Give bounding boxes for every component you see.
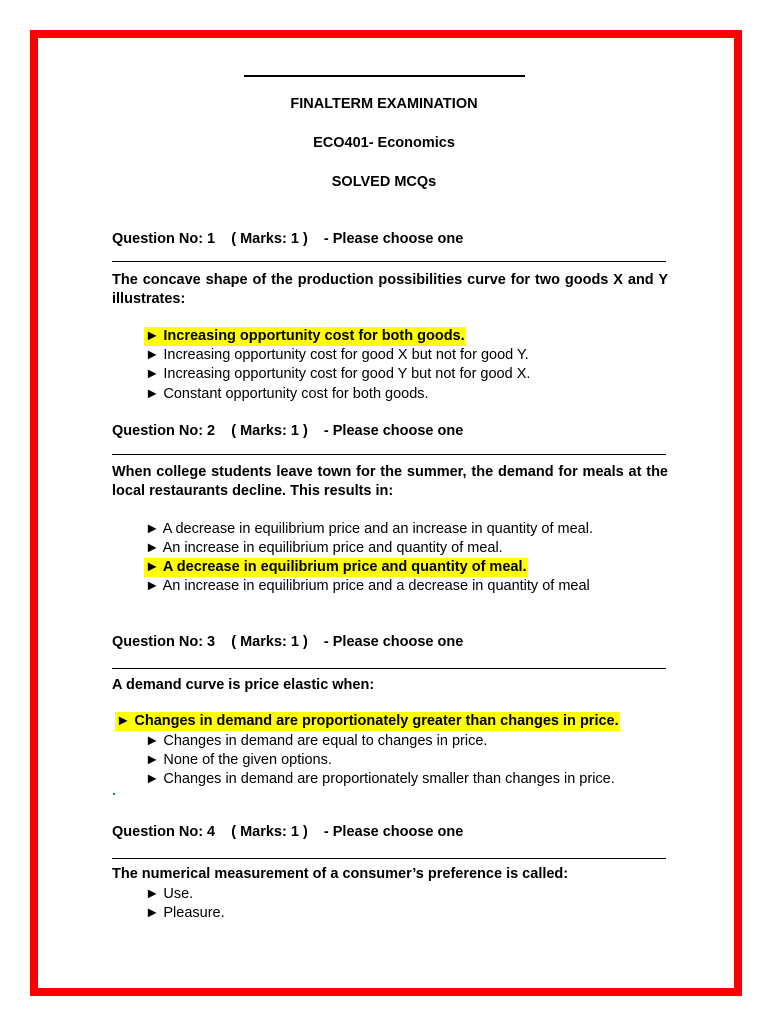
course-title: ECO401- Economics	[313, 135, 455, 151]
question-2-option-2: ► An increase in equilibrium price and quantity of meal.	[145, 540, 503, 556]
question-4-header: Question No: 4 ( Marks: 1 ) - Please choose one	[112, 824, 464, 840]
question-2-option-1: ► A decrease in equilibrium price and an increase in quantity of meal.	[145, 521, 593, 537]
question-1-option-2: ► Increasing opportunity cost for good X but not for good Y.	[145, 347, 529, 363]
question-2-text: When college students leave town for the summer, the demand for meals at the local restaurants decline. This results in:	[112, 464, 668, 499]
question-4-option-1: ► Use.	[145, 886, 194, 902]
question-1-text: The concave shape of the production possibilities curve for two goods X and Y illustrates:	[112, 272, 668, 307]
question-3-option-1-correct: ► Changes in demand are proportionately greater than changes in price.	[116, 713, 619, 729]
header-rule	[244, 75, 525, 77]
question-4-rule	[112, 858, 666, 859]
subtitle: SOLVED MCQs	[331, 174, 437, 190]
question-3-option-3: ► None of the given options.	[145, 752, 332, 768]
question-3-option-2: ► Changes in demand are equal to changes in price.	[145, 733, 488, 749]
question-3-text: A demand curve is price elastic when:	[112, 677, 375, 693]
question-3-rule	[112, 668, 666, 669]
question-1-option-1-correct: ► Increasing opportunity cost for both goods.	[145, 328, 465, 344]
question-2-option-3-correct: ► A decrease in equilibrium price and quantity of meal.	[145, 559, 527, 575]
exam-title: FINALTERM EXAMINATION	[290, 96, 478, 112]
question-2-rule	[112, 454, 666, 455]
question-1-option-4: ► Constant opportunity cost for both goods.	[145, 386, 429, 402]
question-1-rule	[112, 261, 666, 262]
question-1-option-3: ► Increasing opportunity cost for good Y but not for good X.	[145, 366, 531, 382]
question-3-option-4: ► Changes in demand are proportionately smaller than changes in price.	[145, 771, 615, 787]
question-2-option-4: ► An increase in equilibrium price and a decrease in quantity of meal	[145, 578, 590, 594]
question-3-header: Question No: 3 ( Marks: 1 ) - Please choose one	[112, 634, 464, 650]
question-4-text: The numerical measurement of a consumer’s preference is called:	[112, 866, 569, 882]
stray-dot	[113, 793, 115, 795]
question-2-header: Question No: 2 ( Marks: 1 ) - Please choose one	[112, 423, 464, 439]
question-4-option-2: ► Pleasure.	[145, 905, 225, 921]
question-1-header: Question No: 1 ( Marks: 1 ) - Please choose one	[112, 231, 464, 247]
